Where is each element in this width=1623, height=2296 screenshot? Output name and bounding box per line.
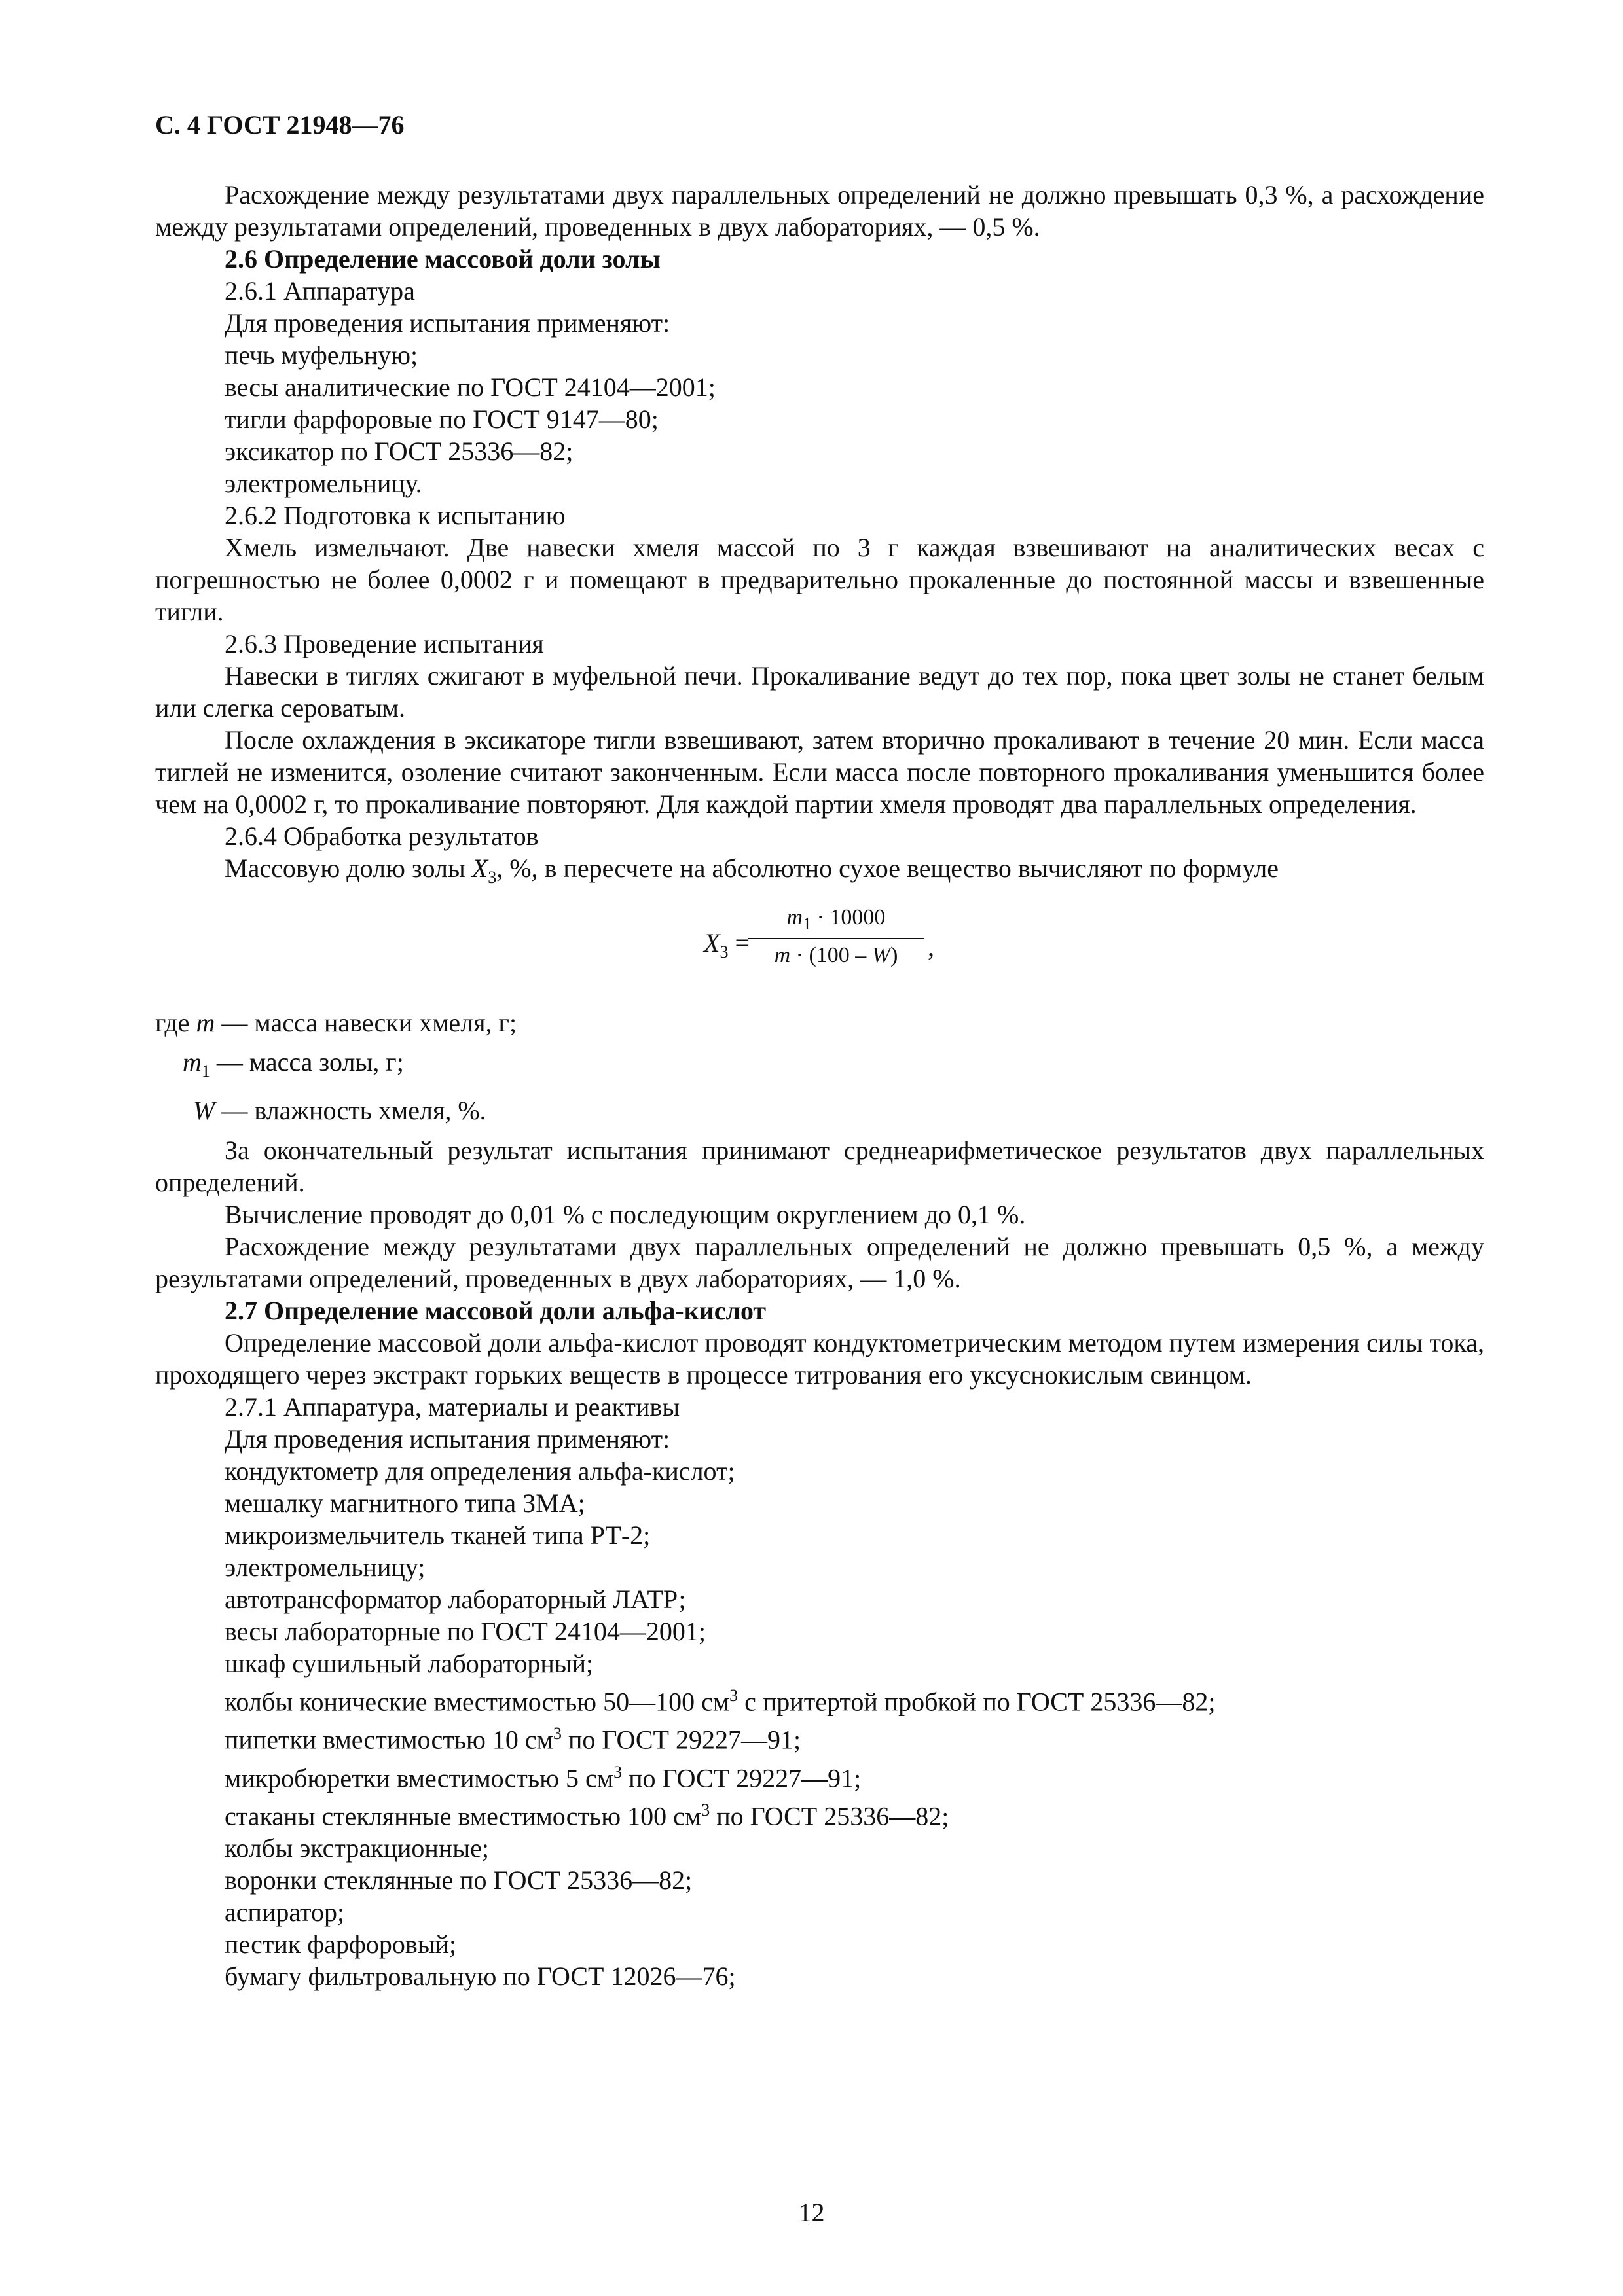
- where-line-m1: $m_1$ — масса золы, г;: [183, 1047, 404, 1081]
- paragraph-test-2: После охлаждения в эксикаторе тигли взвешивают, затем вторично прокаливают в течение 20 мин. Если масса тиглей не изменится, озоление считают законченным. Если масса после повторного прокаливания уменьшится более чем на 0,0002 г, то прокаливание повторяют. Для каждой партии хмеля проводят два параллельных определения.: [155, 725, 1484, 819]
- paragraph-rounding: Вычисление проводят до 0,01 % с последующим округлением до 0,1 %.: [225, 1200, 1026, 1229]
- subsection-2-6-3: 2.6.3 Проведение испытания: [225, 629, 544, 658]
- apparatus-item: эксикатор по ГОСТ 25336—82;: [225, 437, 574, 466]
- apparatus-item: кондуктометр для определения альфа-кислот;: [225, 1456, 735, 1486]
- apparatus-item: мешалку магнитного типа ЗМА;: [225, 1488, 585, 1518]
- apparatus-item: микроизмельчитель тканей типа РТ-2;: [225, 1520, 651, 1550]
- subsection-2-7-1: 2.7.1 Аппаратура, материалы и реактивы: [225, 1392, 680, 1422]
- paragraph-test-1: Навески в тиглях сжигают в муфельной печи. Прокаливание ведут до тех пор, пока цвет золы не станет белым или слегка сероватым.: [155, 661, 1484, 723]
- apparatus-item-pipette: пипетки вместимостью 10 $см^3$ по ГОСТ 29227—91;: [225, 1724, 801, 1755]
- apparatus-item-flask: колбы конические вместимостью 50—100 $см^3$ с притертой пробкой по ГОСТ 25336—82;: [225, 1686, 1216, 1717]
- paragraph-calculation: Массовую долю золы $X_3$, %, в пересчете на абсолютно сухое вещество вычисляют по формуле: [225, 853, 1279, 887]
- subsection-2-6-4: 2.6.4 Обработка результатов: [225, 821, 539, 851]
- paragraph-2-7: Определение массовой доли альфа-кислот проводят кондуктометрическим методом путем измерения силы тока, проходящего через экстракт горьких веществ в процессе титрования его уксуснокислым свинцом.: [155, 1328, 1484, 1390]
- ash-formula: [155, 900, 1484, 998]
- page-header: С. 4 ГОСТ 21948—76: [155, 110, 405, 139]
- formula-numerator: $m_1 \cdot 10000$: [748, 905, 924, 939]
- apparatus-item: воронки стеклянные по ГОСТ 25336—82;: [225, 1865, 693, 1895]
- formula-denominator: m · (100 – W): [774, 942, 898, 967]
- apparatus-intro-2: Для проведения испытания применяют:: [225, 1424, 670, 1454]
- apparatus-item: весы лабораторные по ГОСТ 24104—2001;: [225, 1617, 706, 1646]
- document-page: [155, 108, 1484, 1992]
- where-line-w: W — влажность хмеля, %.: [193, 1096, 486, 1125]
- apparatus-item: бумагу фильтровальную по ГОСТ 12026—76;: [225, 1962, 736, 1992]
- paragraph-final-result: За окончательный результат испытания принимают среднеарифметическое результатов двух параллельных определений.: [155, 1136, 1484, 1197]
- subsection-2-6-2: 2.6.2 Подготовка к испытанию: [225, 501, 566, 530]
- apparatus-item: автотрансформатор лабораторный ЛАТР;: [225, 1585, 686, 1614]
- where-line-m: где m — масса навески хмеля, г;: [155, 1008, 517, 1037]
- apparatus-item: печь муфельную;: [225, 340, 418, 370]
- subsection-2-6-1: 2.6.1 Аппаратура: [225, 276, 415, 306]
- formula-fraction: [748, 905, 924, 968]
- apparatus-item: весы аналитические по ГОСТ 24104—2001;: [225, 372, 716, 402]
- apparatus-item: электромельницу.: [225, 469, 422, 498]
- section-2-7-title: 2.7 Определение массовой доли альфа-кислот: [225, 1296, 767, 1325]
- apparatus-item: пестик фарфоровый;: [225, 1929, 457, 1960]
- apparatus-item: шкаф сушильный лабораторный;: [225, 1649, 594, 1678]
- apparatus-item-beaker: стаканы стеклянные вместимостью 100 $см^3$ по ГОСТ 25336—82;: [225, 1800, 949, 1831]
- section-2-6-title: 2.6 Определение массовой доли золы: [225, 244, 661, 274]
- apparatus-item-buret: микробюретки вместимостью 5 $см^3$ по ГОСТ 29227—91;: [225, 1762, 862, 1793]
- apparatus-item: колбы экстракционные;: [225, 1833, 489, 1863]
- apparatus-intro: Для проведения испытания применяют:: [225, 308, 670, 338]
- apparatus-item: электромельницу;: [225, 1552, 426, 1582]
- formula-comma: ,: [928, 932, 934, 961]
- page-number: 12: [798, 2198, 825, 2227]
- paragraph-preparation: Хмель измельчают. Две навески хмеля массой по 3 г каждая взвешивают на аналитических весах с погрешностью не более 0,0002 г и помещают в предварительно прокаленные до постоянной массы и взвешенные тигли.: [155, 533, 1484, 626]
- apparatus-item: аспиратор;: [225, 1897, 345, 1928]
- formula-lhs: $X_3$ =: [704, 928, 750, 961]
- paragraph-divergence-ash-2: Расхождение между результатами двух параллельных определений не должно превышать 0,5 %, а между результатами определений, проведенных в двух лабораториях, — 1,0 %.: [155, 1232, 1484, 1293]
- paragraph-divergence-ash: Расхождение между результатами двух параллельных определений не должно превышать 0,3 %, а расхождение между результатами определений, проведенных в двух лабораториях, — 0,5 %.: [155, 180, 1484, 242]
- apparatus-item: тигли фарфоровые по ГОСТ 9147—80;: [225, 404, 659, 434]
